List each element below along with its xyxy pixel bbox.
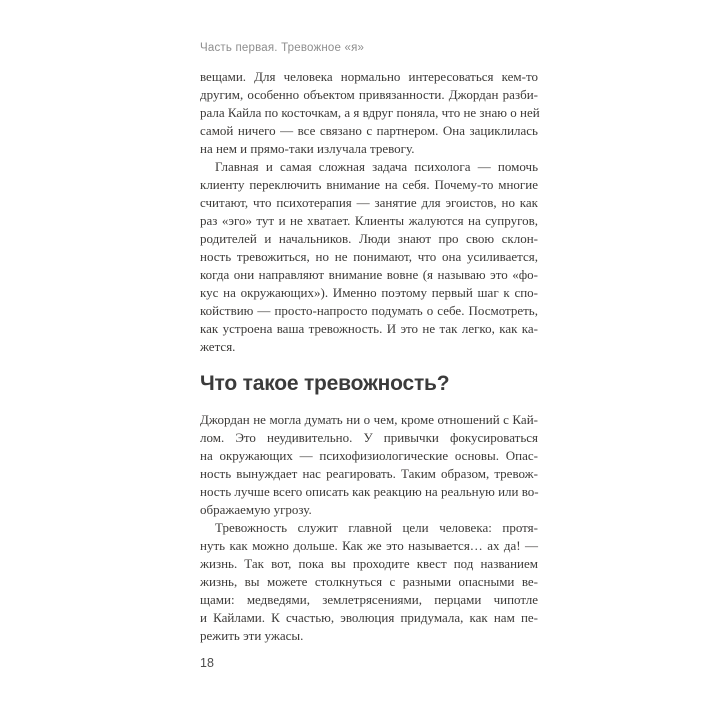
paragraph-1 (200, 68, 538, 158)
text-line: другим, особенно объектом привязанности. Джордан разби- (200, 87, 538, 102)
text-line: на нем и прямо-таки излучала тревогу. (200, 141, 415, 156)
text-column (200, 42, 538, 670)
text-line: считают, что психотерапия — занятие для эгоистов, но как (200, 195, 538, 210)
text-line: когда они направляют внимание вовне (я называю это «фо- (200, 267, 538, 282)
text-line: щами: медведями, землетрясениями, перцами чипотле (200, 592, 538, 607)
text-line: на окружающих — психофизиологические основы. Опас- (200, 448, 538, 463)
text-line: нуть как можно дольше. Как же это называется… ах да! — (200, 538, 538, 553)
text-line: Тревожность служит главной цели человека: протя- (215, 520, 538, 535)
text-line: ность лучше всего описать как реакцию на реальную или во- (200, 484, 539, 499)
text-line: и Кайлами. К счастью, эволюция придумала, как нам пе- (200, 610, 538, 625)
text-line: лом. Это неудивительно. У привычки фокусироваться (200, 430, 538, 445)
running-header: Часть первая. Тревожное «я» (200, 42, 365, 54)
page-number: 18 (200, 656, 214, 670)
text-line: Главная и самая сложная задача психолога — помочь (215, 159, 538, 174)
text-line: клиенту переключить внимание на себя. Почему-то многие (200, 177, 538, 192)
text-line: жизнь. Так вот, пока вы проходите квест под названием (200, 556, 538, 571)
text-line: жизнь, вы можете столкнуться с разными опасными ве- (200, 574, 538, 589)
text-line: режить эти ужасы. (200, 628, 304, 643)
text-line: рала Кайла по косточкам, а я вдруг поняла, что не знаю о ней (200, 105, 540, 120)
text-line: родителей и начальников. Люди знают про свою склон- (200, 231, 538, 246)
text-line: ность тревожиться, но не понимают, что она усиливается, (200, 249, 538, 264)
paragraph-4 (200, 519, 538, 645)
section-heading: Что такое тревожность? (200, 372, 450, 395)
text-line: вещами. Для человека нормально интересоваться кем-то (200, 69, 538, 84)
text-line: ображаемую угрозу. (200, 502, 312, 517)
text-line: раз «эго» тут и не хватает. Клиенты жалуются на супругов, (200, 213, 538, 228)
text-line: жется. (200, 339, 236, 354)
text-line: койствию — просто-напросто подумать о себе. Посмотреть, (200, 303, 538, 318)
paragraph-2 (200, 158, 538, 356)
text-line: кус на окружающих»). Именно поэтому первый шаг к спо- (200, 285, 538, 300)
paragraph-3 (200, 411, 538, 519)
text-line: как устроена ваша тревожность. И это не так легко, как ка- (200, 321, 538, 336)
text-line: самой ничего — все связано с партнером. Она зациклилась (200, 123, 538, 138)
text-line: Джордан не могла думать ни о чем, кроме отношений с Кай- (200, 412, 538, 427)
text-line: ность вынуждает нас реагировать. Таким образом, тревож- (200, 466, 538, 481)
